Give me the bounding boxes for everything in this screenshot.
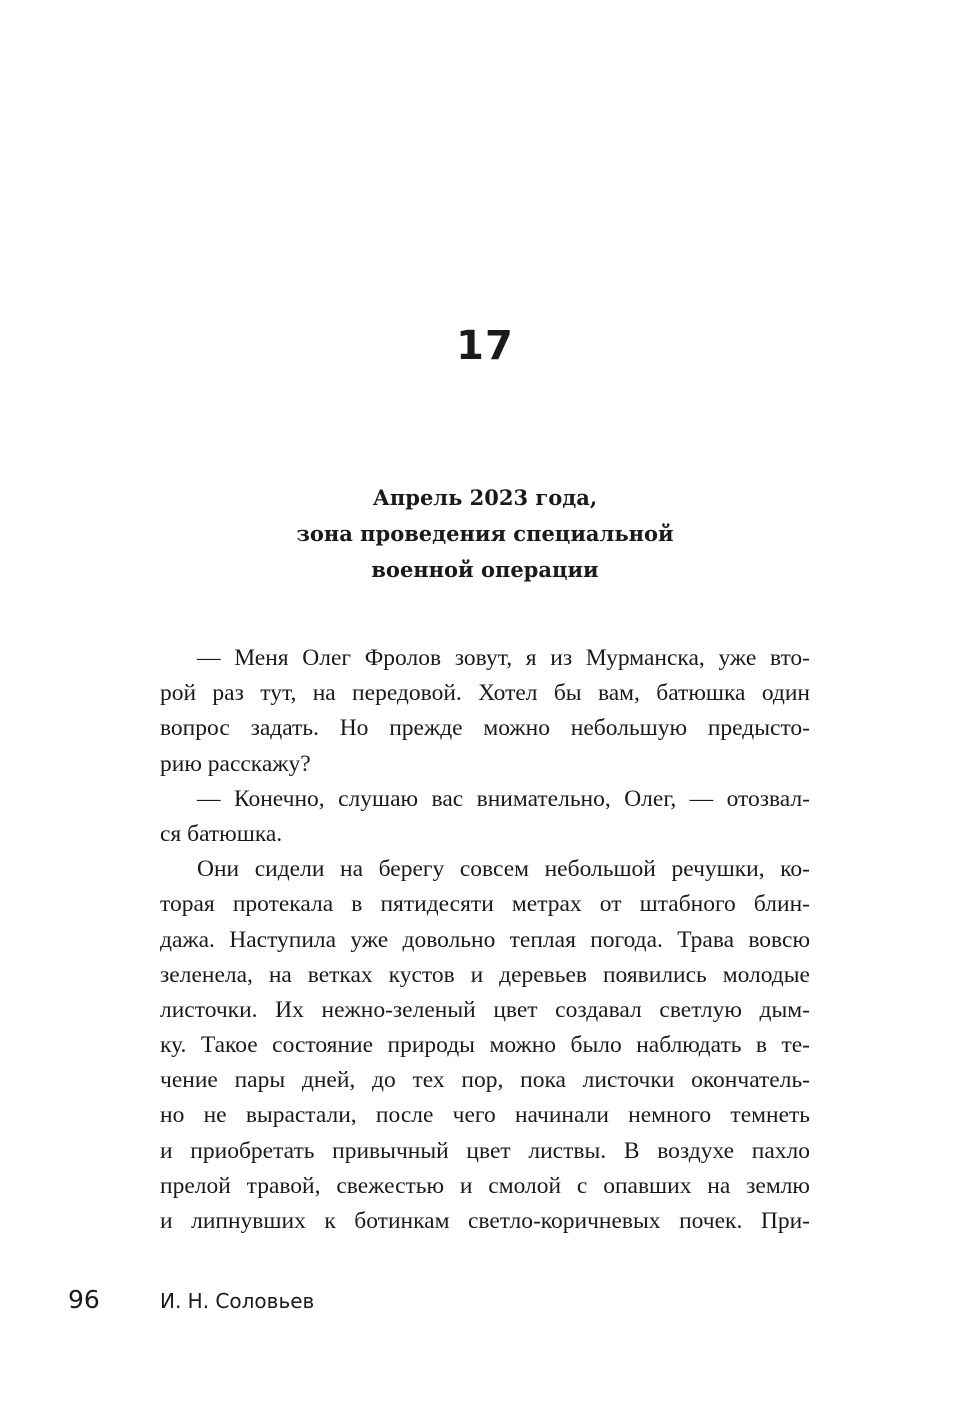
text-line: — Меня Олег Фролов зовут, я из Мурманска, уже вто- — [197, 645, 810, 671]
text-line: но не вырастали, после чего начинали немного темнеть — [160, 1102, 810, 1129]
text-line: торая протекала в пятидесяти метрах от штабного блин- — [160, 891, 810, 918]
subtitle-line: Апрель 2023 года, — [372, 485, 598, 510]
text-line: рой раз тут, на передовой. Хотел бы вам, батюшка один — [160, 680, 810, 707]
subtitle-line: военной операции — [371, 557, 599, 582]
text-line: зеленела, на ветках кустов и деревьев появились молодые — [160, 961, 810, 988]
text-line: ку. Такое состояние природы можно было наблюдать в те- — [160, 1032, 810, 1059]
text-line: ся батюшка. — [160, 820, 283, 847]
text-line: и приобретать привычный цвет листвы. В воздухе пахло — [160, 1137, 810, 1164]
text-line: вопрос задать. Но прежде можно небольшую предысто- — [160, 715, 810, 742]
text-line: дажа. Наступила уже довольно теплая погода. Трава вовсю — [160, 926, 810, 953]
body-text — [160, 641, 810, 1239]
text-line: — Конечно, слушаю вас внимательно, Олег, — отозвал- — [197, 785, 810, 812]
text-line: рию расскажу? — [160, 750, 311, 777]
text-line: прелой травой, свежестью и смолой с опавших на землю — [160, 1172, 810, 1199]
chapter-number: 17 — [456, 323, 514, 369]
running-author: И. Н. Соловьев — [160, 1289, 315, 1313]
subtitle-line: зона проведения специальной — [296, 521, 674, 546]
page-number: 96 — [68, 1285, 100, 1314]
text-line: листочки. Их нежно-зеленый цвет создавал светлую дым- — [160, 996, 810, 1023]
chapter-subtitle — [160, 480, 810, 588]
text-line: и липнувших к ботинкам светло-коричневых почек. При- — [160, 1208, 810, 1234]
text-line: чение пары дней, до тех пор, пока листочки окончатель- — [160, 1067, 810, 1094]
text-line: Они сидели на берегу совсем небольшой речушки, ко- — [197, 856, 810, 883]
